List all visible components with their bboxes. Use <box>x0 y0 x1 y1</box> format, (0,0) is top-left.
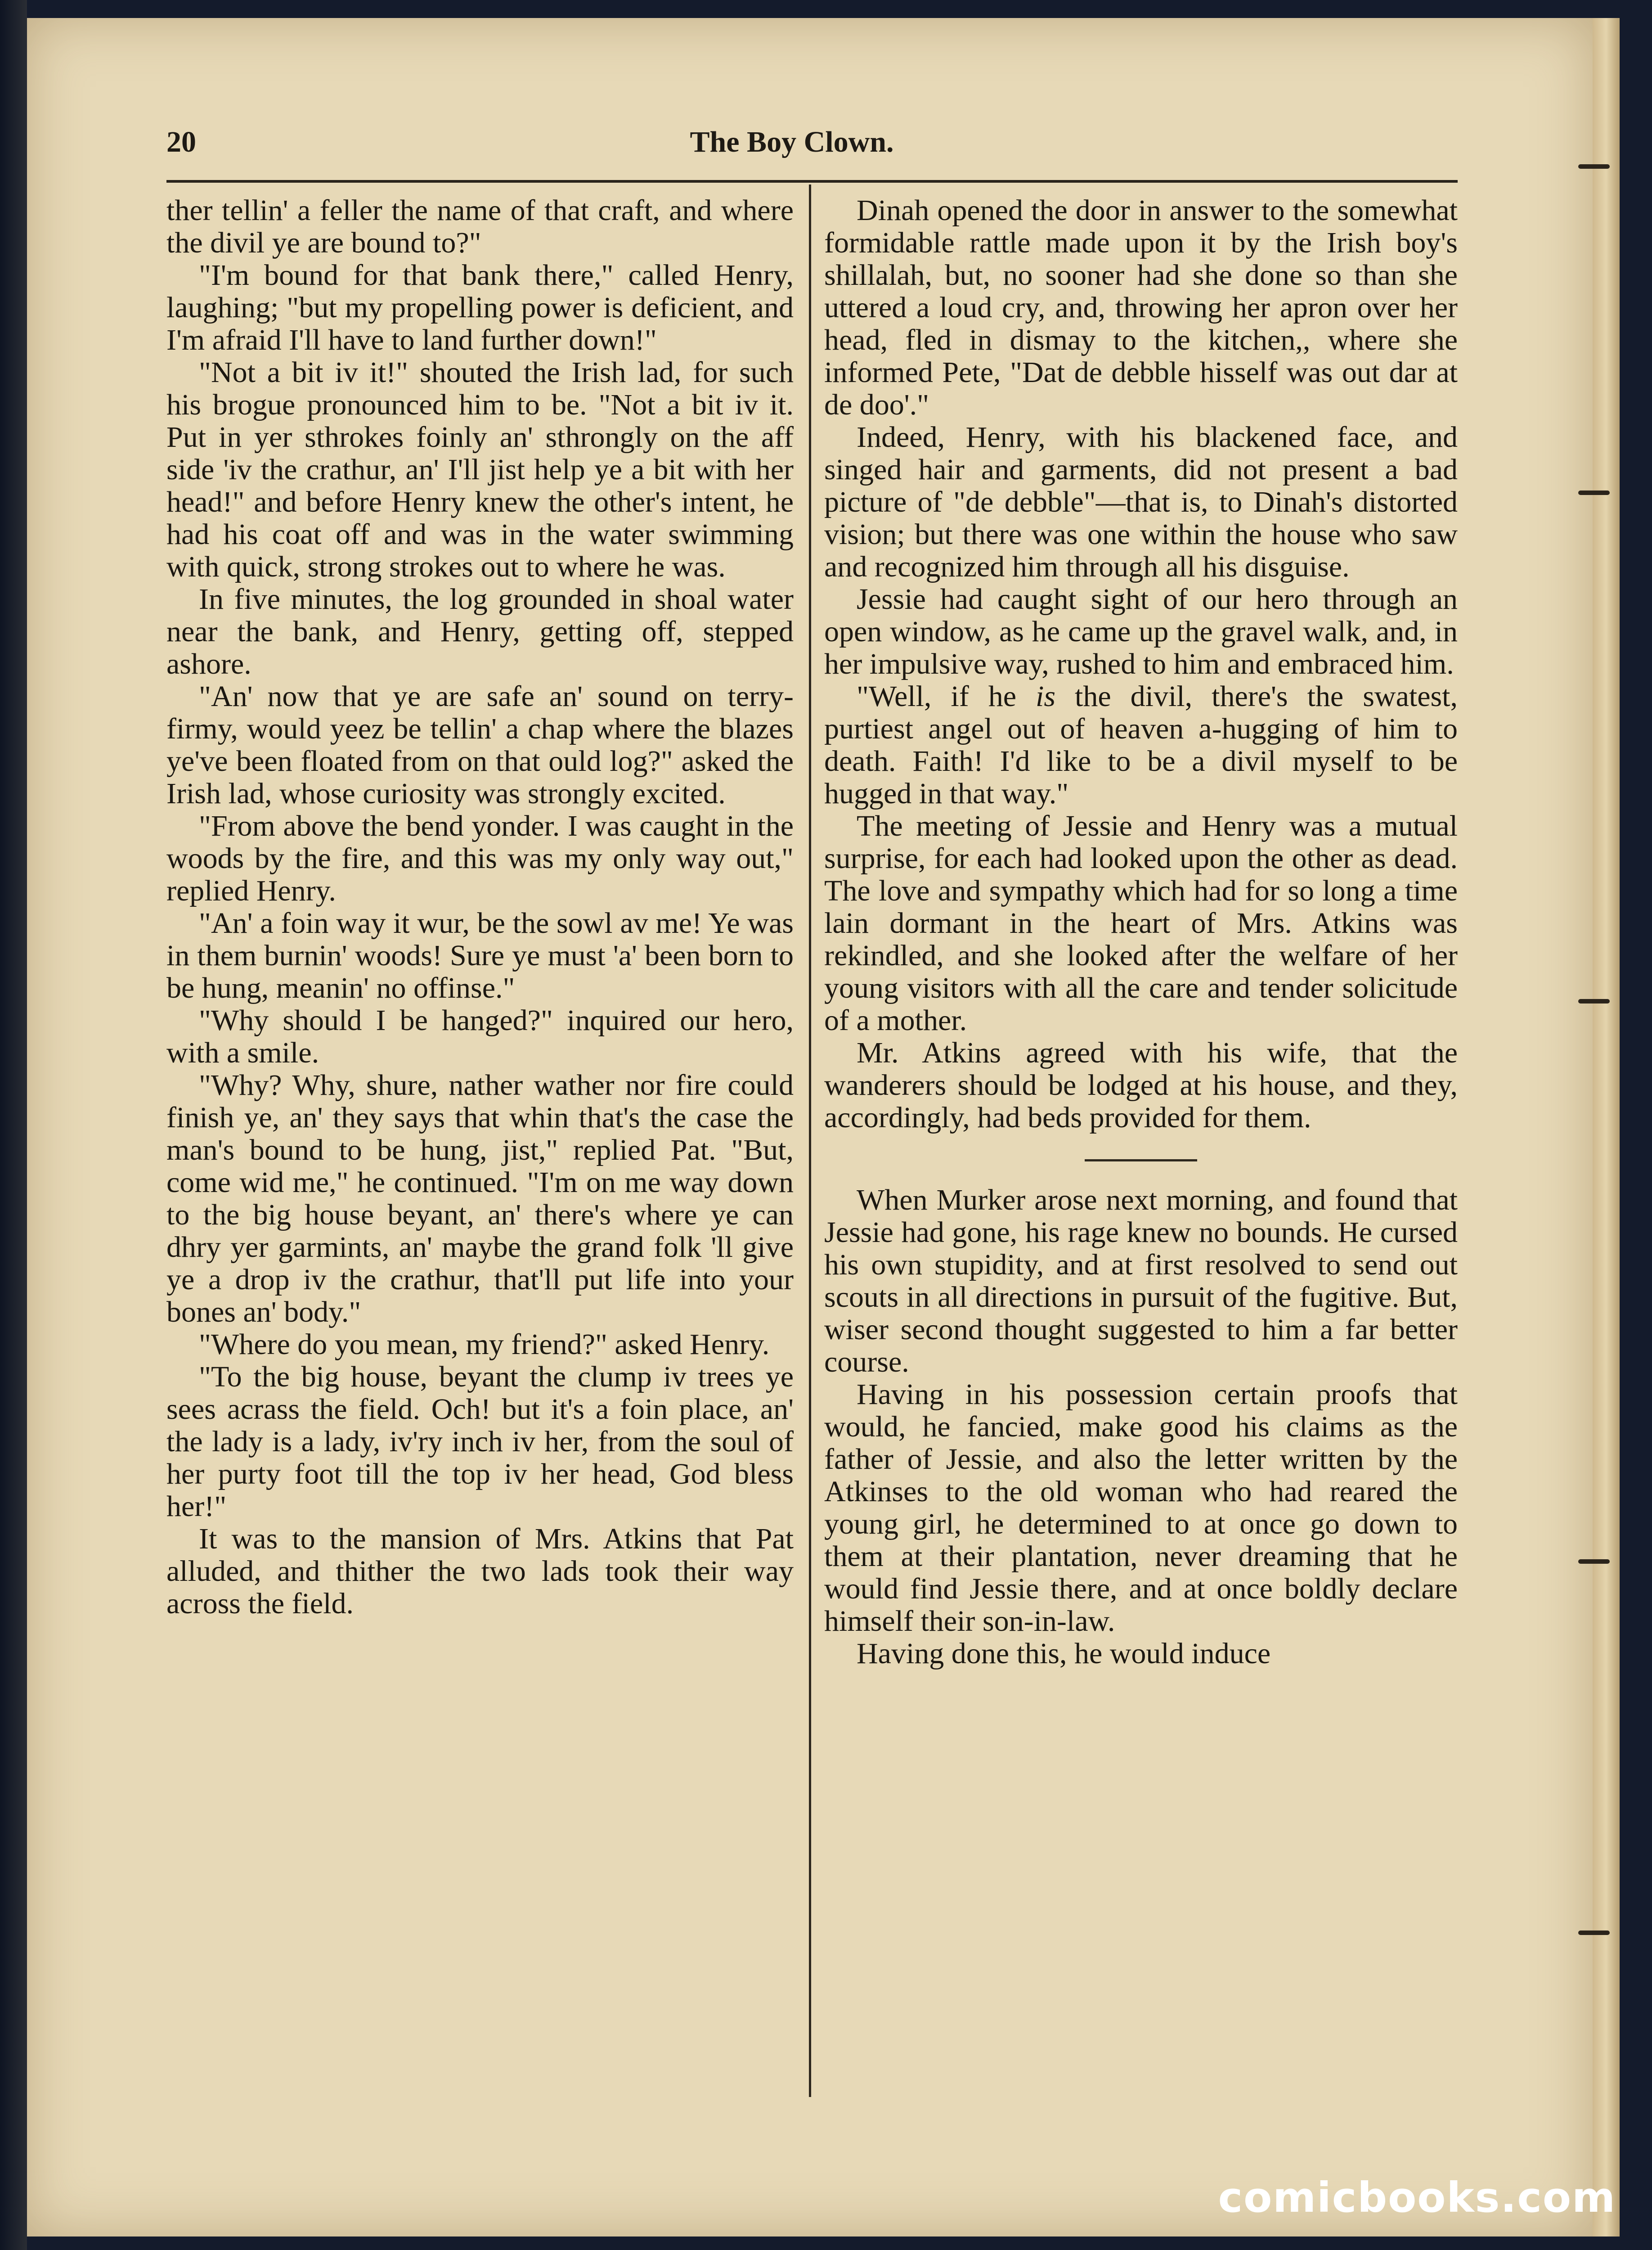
paragraph: "Where do you mean, my friend?" asked Henry. <box>199 1328 770 1361</box>
right-column <box>824 194 1458 2111</box>
header-rule <box>166 180 1458 183</box>
paragraph: "From above the bend yonder. I was caught in the woods by the fire, and this was my only way out," replied Henry. <box>166 810 794 907</box>
binding-spine <box>0 0 27 2250</box>
paragraph: "An' now that ye are safe an' sound on terry-firmy, would yeez be tellin' a chap where the blazes ye've been floated from on that ould log?" asked the Irish lad, whose curiosity was strongly excited. <box>166 680 794 810</box>
paragraph: Having done this, he would induce <box>857 1637 1271 1670</box>
paragraph: "An' a foin way it wur, be the sowl av me! Ye was in them burnin' woods! Sure ye must 'a' been born to be hung, meanin' no offinse." <box>166 907 794 1004</box>
paragraph: Having in his possession certain proofs that would, he fancied, make good his claims as the father of Jessie, and also the letter written by the Atkinses to the old woman who had reared the young girl, he determined to at once go down to them at their plantation, never dreaming that he would find Jessie there, and at once boldly declare himself their son-in-law. <box>824 1378 1458 1638</box>
paragraph: It was to the mansion of Mrs. Atkins that Pat alluded, and thither the two lads took their way across the field. <box>166 1522 794 1620</box>
running-title: The Boy Clown. <box>690 126 894 158</box>
paragraph-quote <box>824 680 1458 810</box>
paragraph: In five minutes, the log grounded in shoal water near the bank, and Henry, getting off, stepped ashore. <box>166 583 794 680</box>
paragraph: "Not a bit iv it!" shouted the Irish lad, for such his brogue pronounced him to be. "Not a bit iv it. Put in yer sthrokes foinly an' sthrongly on the aff side 'iv the crathur, an' I'll jist help ye a bit with her head!" and before Henry knew the other's intent, he had his coat off and was in the water swimming with quick, strong strokes out to where he was. <box>166 356 794 583</box>
emphasis: is <box>1036 680 1056 713</box>
left-column <box>166 194 794 2111</box>
paragraph: "Why should I be hanged?" inquired our hero, with a smile. <box>166 1004 794 1069</box>
binding-stitch <box>1578 999 1610 1004</box>
binding-stitch <box>1578 164 1610 169</box>
paragraph: Mr. Atkins agreed with his wife, that the wanderers should be lodged at his house, and they, accordingly, had beds provided for them. <box>824 1036 1458 1134</box>
page-number: 20 <box>166 126 196 158</box>
page-edge <box>1593 18 1620 2236</box>
paragraph: "I'm bound for that bank there," called Henry, laughing; "but my propelling power is deficient, and I'm afraid I'll have to land further down!" <box>166 259 794 356</box>
quote-text: the divil, there's the swatest, purtiest angel out of heaven a-hugging of him to death. Faith! I'd like to be a divil myself to be hugged in that way." <box>824 680 1458 810</box>
column-divider <box>809 184 811 2097</box>
binding-stitch <box>1578 1930 1610 1935</box>
paragraph: "Why? Why, shure, nather wather nor fire could finish ye, an' they says that whin that's the case the man's bound to be hung, jist," replied Pat. "But, come wid me," he continued. "I'm on me way down to the big house beyant, an' there's where ye can dhry yer garmints, an' maybe the grand folk 'll give ye a drop iv the crathur, that'll put life into your bones an' body." <box>166 1069 794 1328</box>
paragraph: "To the big house, beyant the clump iv trees ye sees acrass the field. Och! but it's a foin place, an' the lady is a lady, iv'ry inch iv her, from the soul of her purty foot till the top iv her head, God bless her!" <box>166 1360 794 1523</box>
page-header <box>139 122 1444 171</box>
paragraph: Jessie had caught sight of our hero through an open window, as he came up the gravel walk, and, in her impulsive way, rushed to him and embraced him. <box>824 583 1458 680</box>
paragraph: ther tellin' a feller the name of that craft, and where the divil ye are bound to?" <box>166 194 794 259</box>
binding-stitch <box>1578 490 1610 495</box>
paragraph: The meeting of Jessie and Henry was a mutual surprise, for each had looked upon the other as dead. The love and sympathy which had for so long a time lain dormant in the heart of Mrs. Atkins was rekindled, and she looked after the welfare of her young visitors with all the care and tender solicitude of a mother. <box>824 810 1458 1037</box>
quote-text: "Well, if he <box>857 680 1036 713</box>
watermark: comicbooks.com <box>1218 2174 1616 2222</box>
section-break-rule <box>1085 1159 1197 1161</box>
paragraph: Indeed, Henry, with his blackened face, and singed hair and garments, did not present a bad picture of "de debble"—that is, to Dinah's distorted vision; but there was one within the house who saw and recognized him through all his disguise. <box>824 421 1458 583</box>
binding-stitch <box>1578 1559 1610 1564</box>
paragraph: Dinah opened the door in answer to the somewhat formidable rattle made upon it by the Irish boy's shillalah, but, no sooner had she done so than she uttered a loud cry, and, throwing her apron over her head, fled in dismay to the kitchen,, where she informed Pete, "Dat de debble hisself was out dar at de doo'." <box>824 194 1458 421</box>
paragraph: When Murker arose next morning, and found that Jessie had gone, his rage knew no bounds. He cursed his own stupidity, and at first resolved to send out scouts in all directions in pursuit of the fugitive. But, wiser second thought suggested to him a far better course. <box>824 1184 1458 1378</box>
